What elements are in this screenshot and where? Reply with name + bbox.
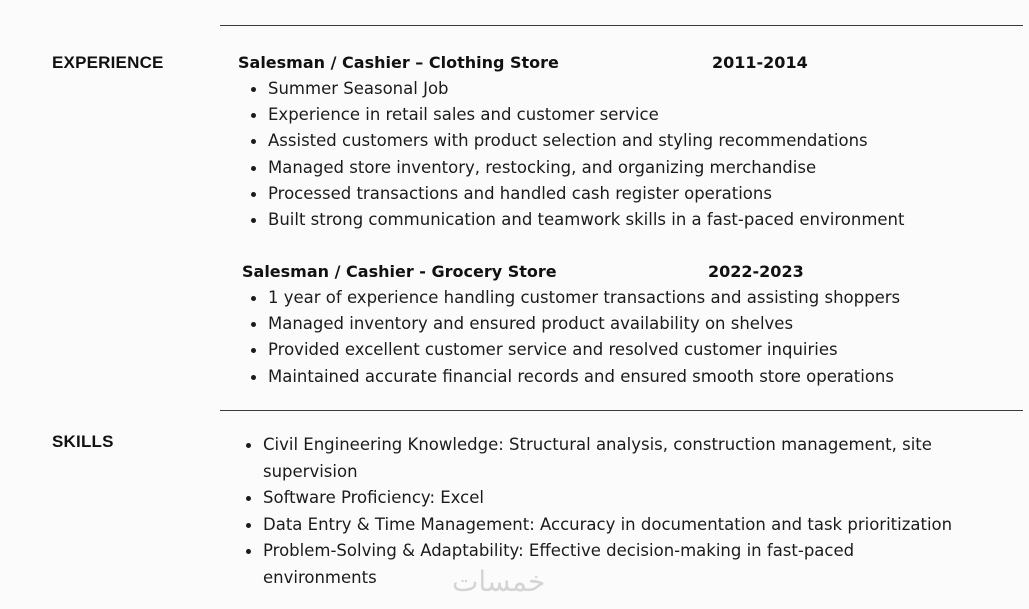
list-item: Provided excellent customer service and resolved customer inquiries [248, 337, 900, 363]
list-item: Managed store inventory, restocking, and organizing merchandise [248, 155, 904, 181]
section-divider [220, 410, 1023, 411]
list-item: Summer Seasonal Job [248, 76, 904, 102]
skills-list [243, 432, 953, 591]
watermark-logo: خمسات [452, 565, 546, 598]
list-item: 1 year of experience handling customer transactions and assisting shoppers [248, 285, 900, 311]
top-divider [220, 25, 1023, 26]
job-title-grocery: Salesman / Cashier - Grocery Store [242, 262, 557, 281]
job-dates-clothing: 2011-2014 [712, 53, 808, 72]
job-title-clothing: Salesman / Cashier – Clothing Store [238, 53, 559, 72]
job-dates-grocery: 2022-2023 [708, 262, 804, 281]
list-item: Managed inventory and ensured product availability on shelves [248, 311, 900, 337]
list-item: Data Entry & Time Management: Accuracy in documentation and task prioritization [243, 512, 953, 539]
skills-heading: SKILLS [52, 432, 114, 451]
list-item: Experience in retail sales and customer service [248, 102, 904, 128]
job-bullets-clothing [248, 76, 904, 233]
experience-heading: EXPERIENCE [52, 53, 164, 72]
list-item: Maintained accurate financial records and ensured smooth store operations [248, 364, 900, 390]
list-item: Software Proficiency: Excel [243, 485, 953, 512]
list-item: Civil Engineering Knowledge: Structural analysis, construction management, site supervision [243, 432, 953, 485]
list-item: Assisted customers with product selection and styling recommendations [248, 128, 904, 154]
list-item: Processed transactions and handled cash register operations [248, 181, 904, 207]
list-item: Problem-Solving & Adaptability: Effective decision-making in fast-paced environments [243, 538, 953, 591]
list-item: Built strong communication and teamwork skills in a fast-paced environment [248, 207, 904, 233]
job-bullets-grocery [248, 285, 900, 390]
